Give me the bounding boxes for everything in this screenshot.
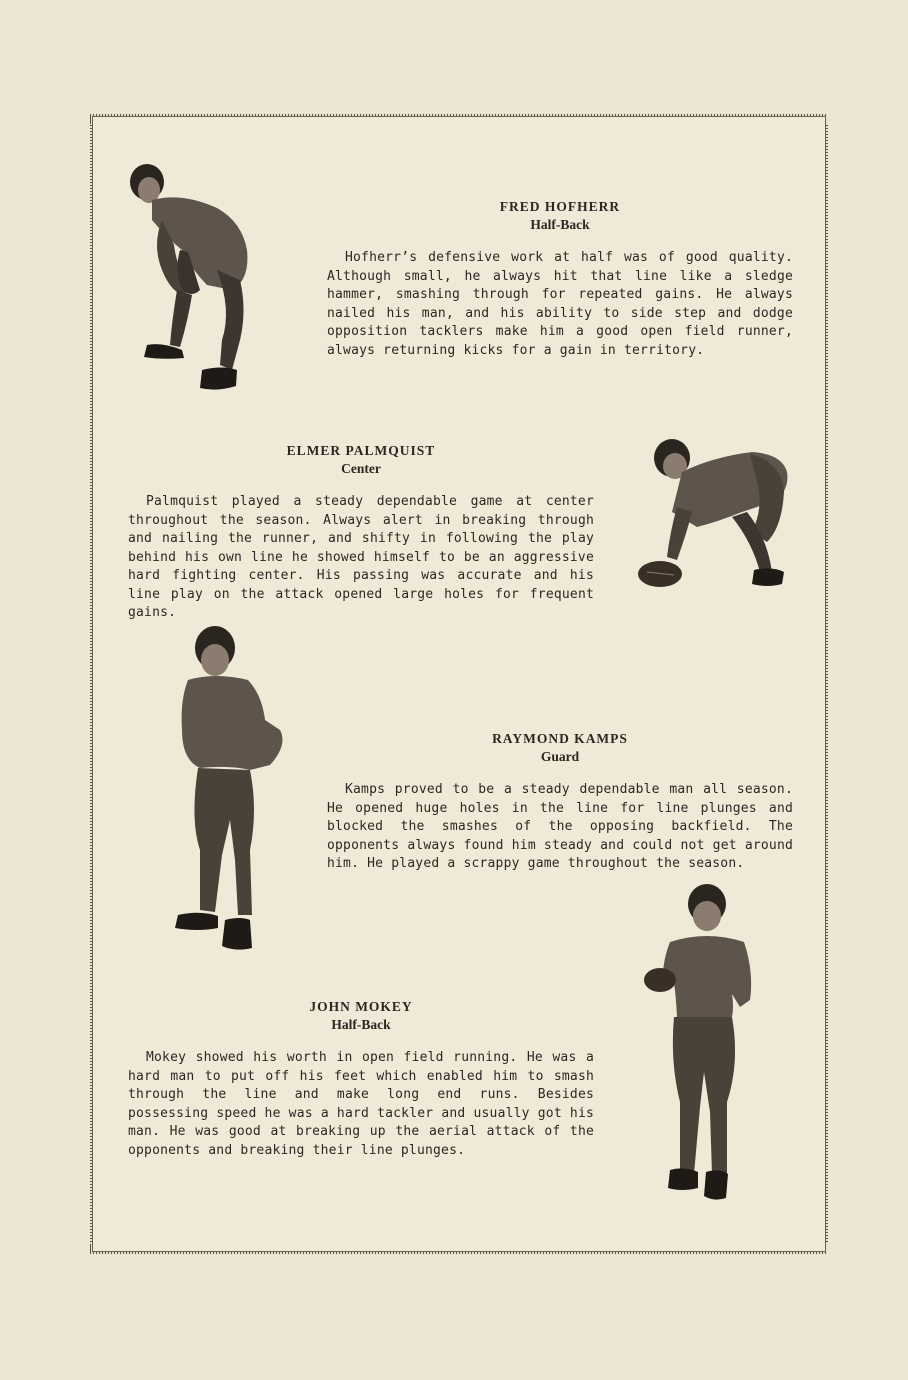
- photo-raymond-kamps: [170, 620, 295, 955]
- player-bio: Kamps proved to be a steady dependable man all season. He opened huge holes in the line for line plunges and blocked the smashes of the opposing backfield. The opponents always found him steady and could not get around him. He played a scrappy game throughout the season.: [327, 782, 793, 871]
- player-position: Half-Back: [331, 1017, 391, 1032]
- player-entry-elmer-palmquist: [128, 442, 594, 623]
- player-bio: Mokey showed his worth in open field running. He was a hard man to put off his feet which enabled him to smash through the line and make long end runs. Besides possessing speed he was a hard tackler and usually got his man. He was good at breaking up the aerial attack of the opponents and breaking their line plunges.: [128, 1050, 594, 1158]
- player-bio: Palmquist played a steady dependable game at center throughout the season. Always alert in breaking through and nailing the runner, and shifty in following the play behind his own line he showed himself to be an aggressive hard fighting center. His passing was accurate and his line play on the attack opened large holes for frequent gains.: [128, 494, 594, 620]
- photo-elmer-palmquist: [632, 432, 792, 602]
- player-bio: Hofherr’s defensive work at half was of good quality. Although small, he always hit that line like a sledge hammer, smashing through for repeated gains. He always nailed his man, and his ability to side step and dodge opposition tacklers make him a good open field runner, always returning kicks for a gain in territory.: [327, 250, 793, 358]
- photo-john-mokey: [632, 882, 757, 1202]
- player-entry-fred-hofherr: [327, 198, 793, 360]
- photo-fred-hofherr: [122, 160, 262, 400]
- player-entry-raymond-kamps: [327, 730, 793, 874]
- player-position: Center: [341, 461, 381, 476]
- player-name: RAYMOND KAMPS: [492, 731, 628, 746]
- player-position: Half-Back: [530, 217, 590, 232]
- player-name: JOHN MOKEY: [309, 999, 413, 1014]
- player-position: Guard: [540, 749, 580, 764]
- player-name: ELMER PALMQUIST: [286, 443, 436, 458]
- player-name: FRED HOFHERR: [499, 199, 621, 214]
- player-entry-john-mokey: [128, 998, 594, 1160]
